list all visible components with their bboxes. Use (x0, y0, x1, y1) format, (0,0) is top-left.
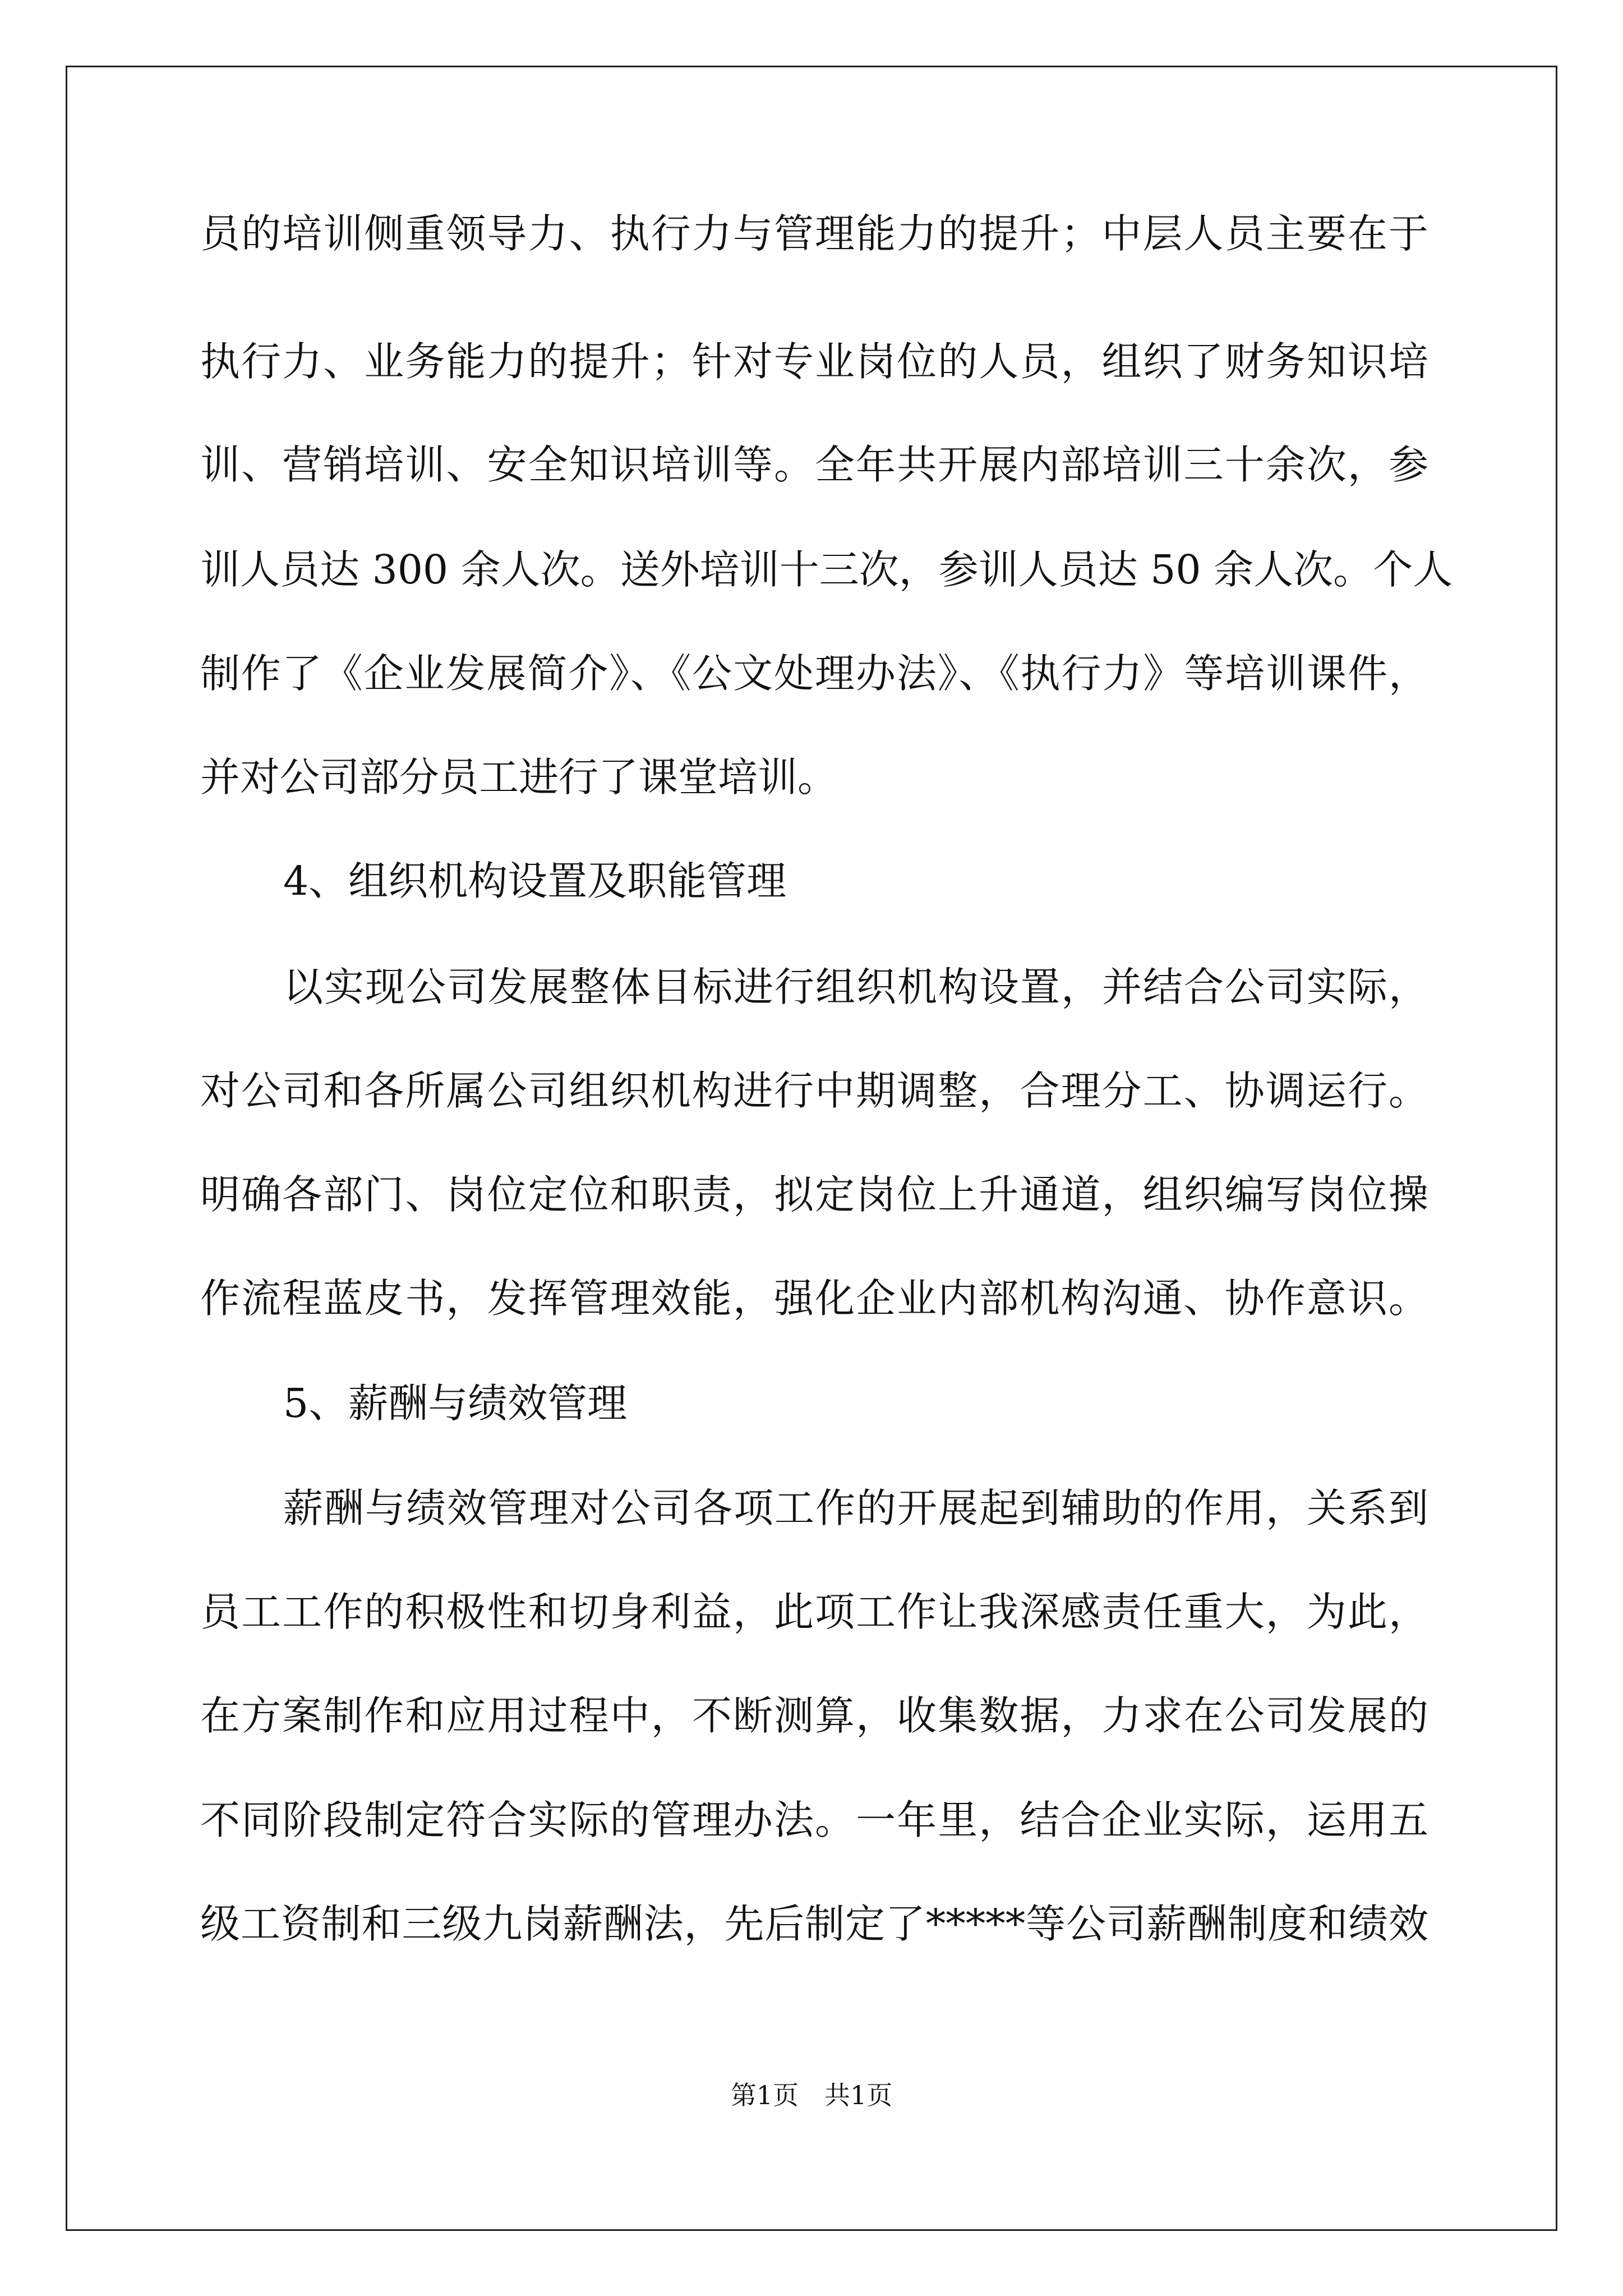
body-line: 员的培训侧重领导力、执行力与管理能力的提升；中层人员主要在于 (200, 210, 1428, 257)
body-line: 训人员达 300 余人次。送外培训十三次，参训人员达 50 余人次。个人 (200, 546, 1453, 593)
page-total: 共1页 (824, 2080, 893, 2110)
page-number: 第1页 (730, 2080, 799, 2110)
body-line: 员工工作的积极性和切身利益，此项工作让我深感责任重大，为此， (200, 1589, 1428, 1635)
body-line: 作流程蓝皮书，发挥管理效能，强化企业内部机构沟通、协作意识。 (200, 1275, 1428, 1322)
body-line: 在方案制作和应用过程中，不断测算，收集数据，力求在公司发展的 (200, 1692, 1428, 1739)
paragraph-first-line: 薪酬与绩效管理对公司各项工作的开展起到辅助的作用，关系到 (283, 1485, 1428, 1531)
section-heading: 4、组织机构设置及职能管理 (283, 858, 787, 904)
body-line: 执行力、业务能力的提升；针对专业岗位的人员，组织了财务知识培 (200, 338, 1428, 385)
body-line: 对公司和各所属公司组织机构进行中期调整，合理分工、协调运行。 (200, 1068, 1428, 1114)
body-line: 不同阶段制定符合实际的管理办法。一年里，结合企业实际，运用五 (200, 1797, 1428, 1843)
body-line: 训、营销培训、安全知识培训等。全年共开展内部培训三十余次，参 (200, 441, 1428, 488)
body-line: 明确各部门、岗位定位和职责，拟定岗位上升通道，组织编写岗位操 (200, 1171, 1428, 1218)
section-heading: 5、薪酬与绩效管理 (283, 1380, 628, 1427)
body-line: 并对公司部分员工进行了课堂培训。 (200, 754, 838, 800)
body-line: 级工资制和三级九岗薪酬法，先后制定了*****等公司薪酬制度和绩效 (200, 1901, 1428, 1947)
body-line: 制作了《企业发展简介》、《公文处理办法》、《执行力》等培训课件， (200, 650, 1428, 697)
page-footer (0, 2078, 1623, 2112)
paragraph-first-line: 以实现公司发展整体目标进行组织机构设置，并结合公司实际， (283, 964, 1428, 1010)
